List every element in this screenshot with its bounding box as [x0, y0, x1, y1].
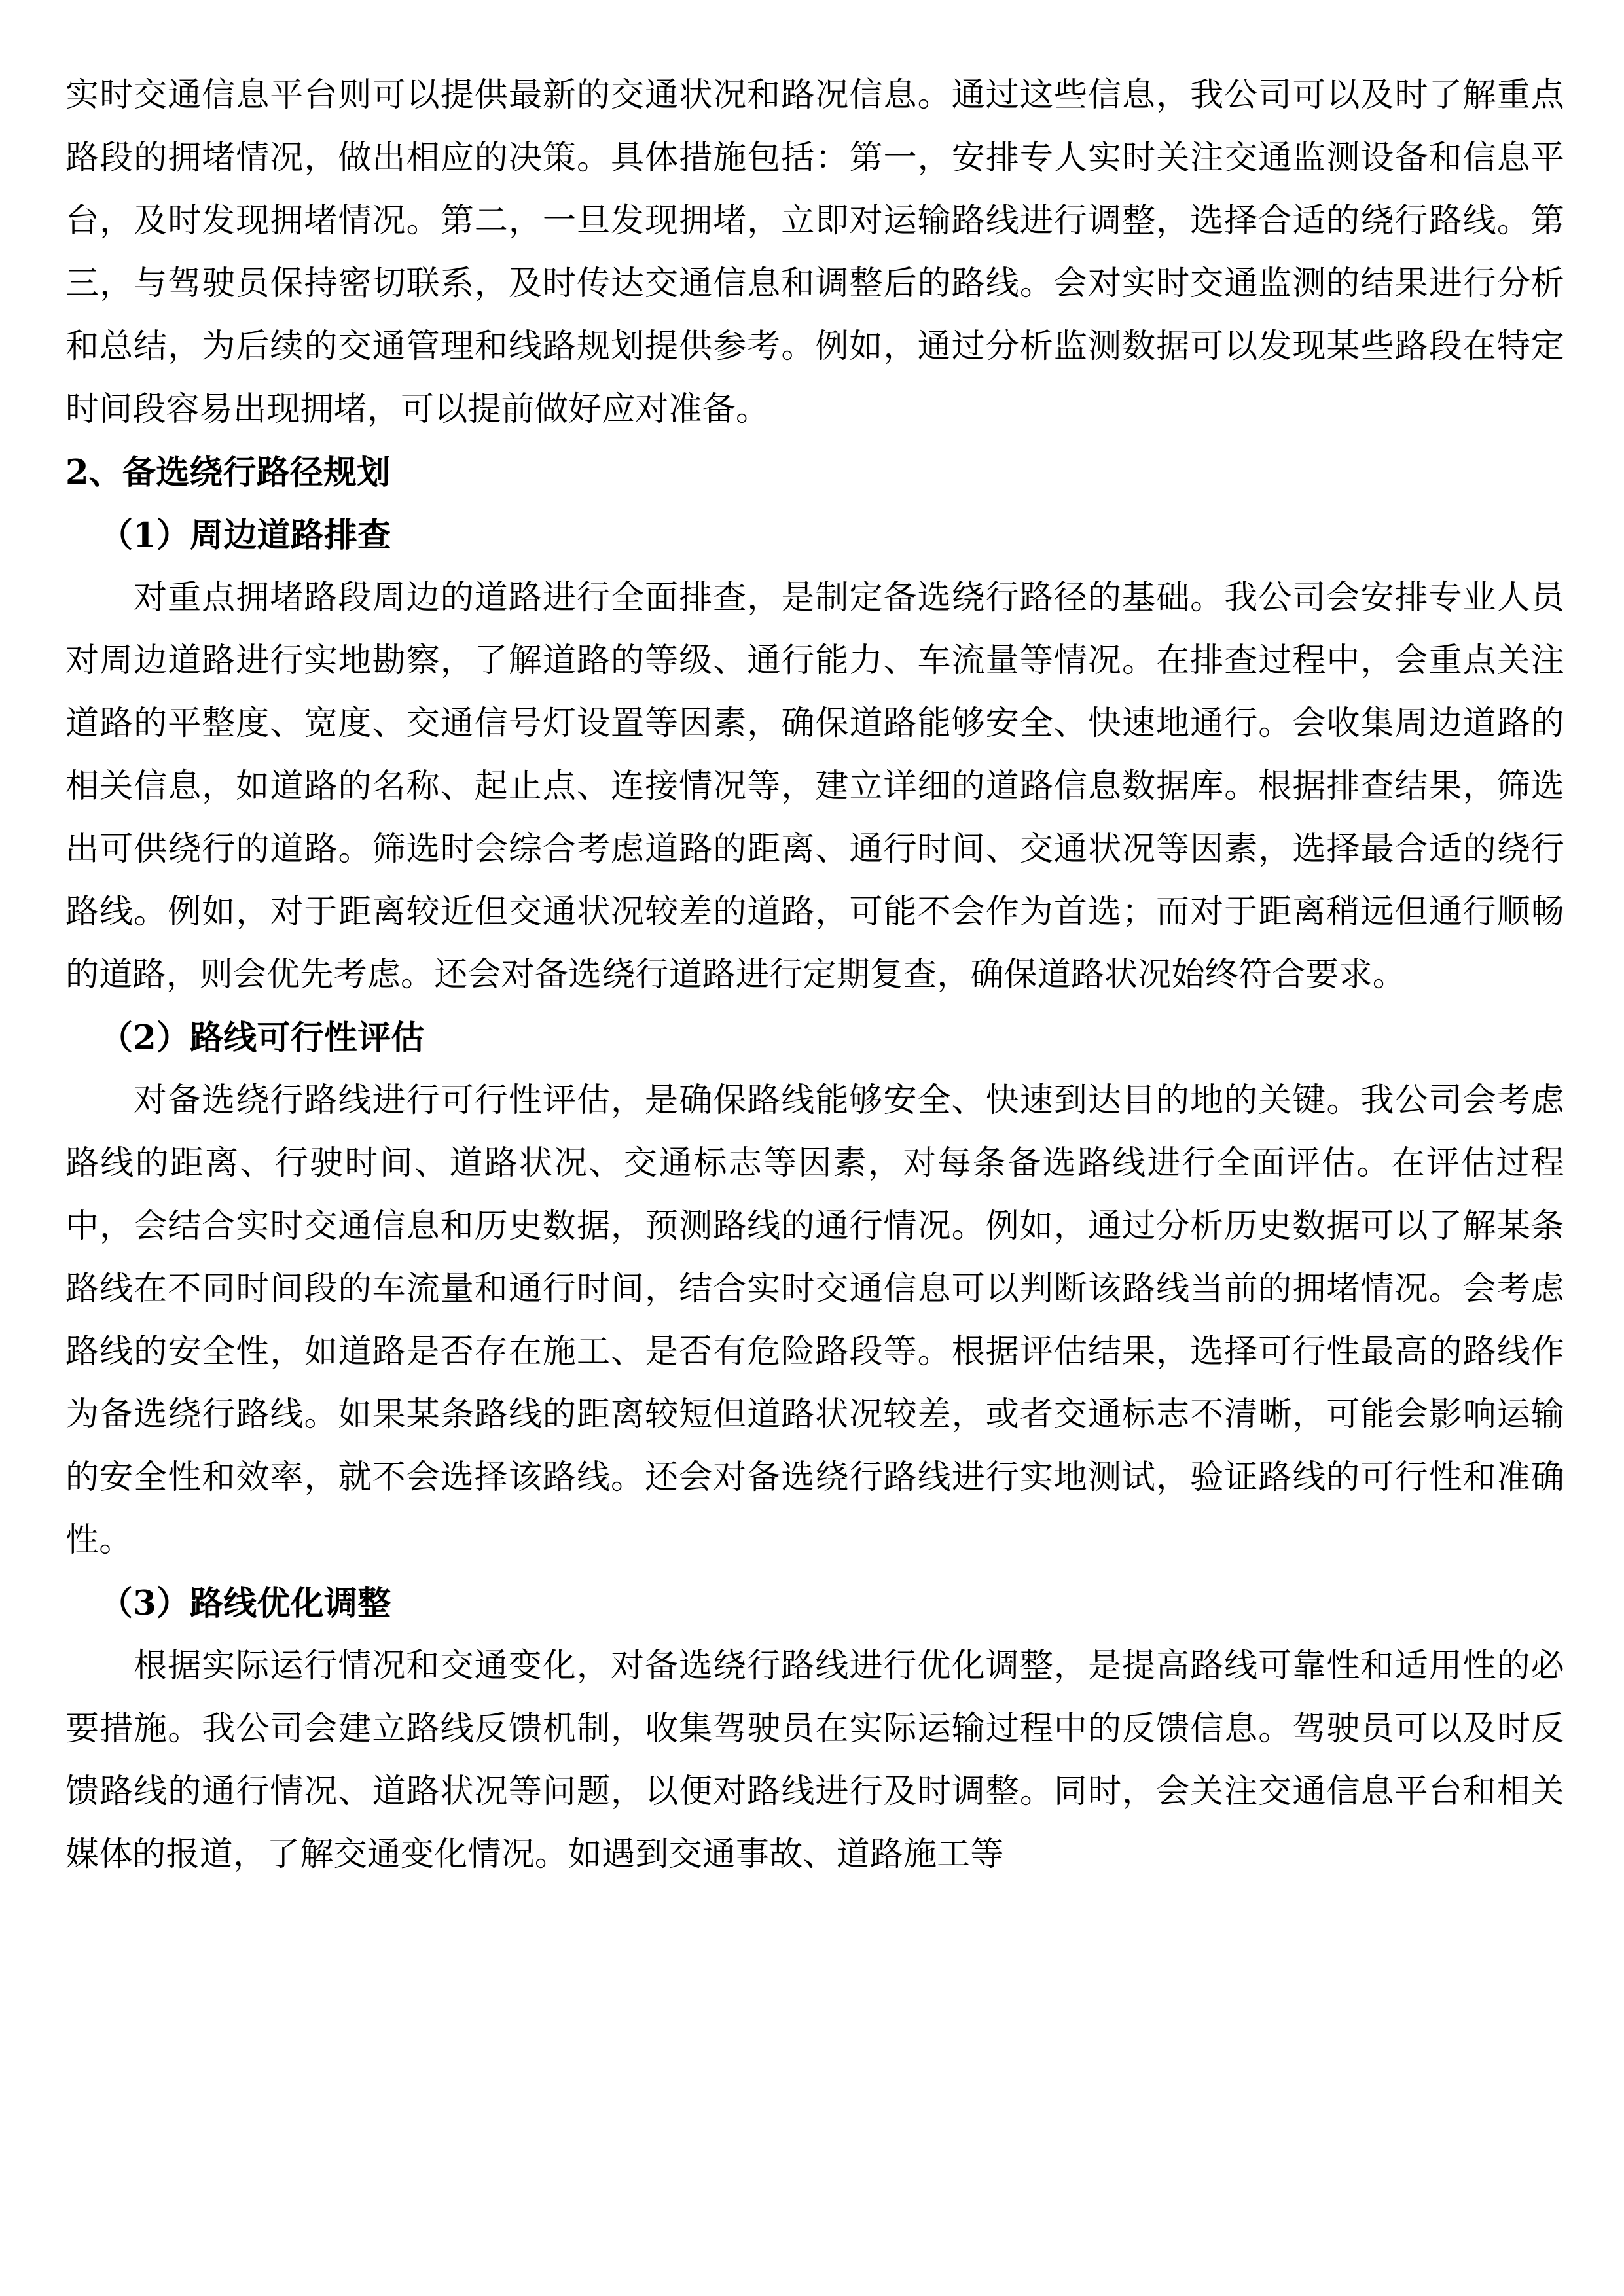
intro-paragraph: 实时交通信息平台则可以提供最新的交通状况和路况信息。通过这些信息，我公司可以及时了解重点路段的拥堵情况，做出相应的决策。具体措施包括：第一，安排专人实时关注交通监测设备和信息平台，及时发现拥堵情况。第二，一旦发现拥堵，立即对运输路线进行调整，选择合适的绕行路线。第三，与驾驶员保持密切联系，及时传达交通信息和调整后的路线。会对实时交通监测的结果进行分析和总结，为后续的交通管理和线路规划提供参考。例如，通过分析监测数据可以发现某些路段在特定时间段容易出现拥堵，可以提前做好应对准备。 — [65, 76, 1564, 429]
section-heading-2: 2、备选绕行路径规划 — [65, 453, 391, 492]
document-body — [65, 64, 1564, 1886]
subsection-heading-2: （2）路线可行性评估 — [99, 1018, 425, 1058]
subsection-1-paragraph: 对重点拥堵路段周边的道路进行全面排查，是制定备选绕行路径的基础。我公司会安排专业人员对周边道路进行实地勘察，了解道路的等级、通行能力、车流量等情况。在排查过程中，会重点关注道路的平整度、宽度、交通信号灯设置等因素，确保道路能够安全、快速地通行。会收集周边道路的相关信息，如道路的名称、起止点、连接情况等，建立详细的道路信息数据库。根据排查结果，筛选出可供绕行的道路。筛选时会综合考虑道路的距离、通行时间、交通状况等因素，选择最合适的绕行路线。例如，对于距离较近但交通状况较差的道路，可能不会作为首选；而对于距离稍远但通行顺畅的道路，则会优先考虑。还会对备选绕行道路进行定期复查，确保道路状况始终符合要求。 — [65, 579, 1564, 994]
subsection-3-paragraph: 根据实际运行情况和交通变化，对备选绕行路线进行优化调整，是提高路线可靠性和适用性的必要措施。我公司会建立路线反馈机制，收集驾驶员在实际运输过程中的反馈信息。驾驶员可以及时反馈路线的通行情况、道路状况等问题，以便对路线进行及时调整。同时，会关注交通信息平台和相关媒体的报道，了解交通变化情况。如遇到交通事故、道路施工等 — [65, 1647, 1564, 1874]
subsection-heading-3: （3）路线优化调整 — [99, 1584, 391, 1623]
subsection-heading-1: （1）周边道路排查 — [99, 516, 391, 555]
subsection-2-paragraph: 对备选绕行路线进行可行性评估，是确保路线能够安全、快速到达目的地的关键。我公司会考虑路线的距离、行驶时间、道路状况、交通标志等因素，对每条备选路线进行全面评估。在评估过程中，会结合实时交通信息和历史数据，预测路线的通行情况。例如，通过分析历史数据可以了解某条路线在不同时间段的车流量和通行时间，结合实时交通信息可以判断该路线当前的拥堵情况。会考虑路线的安全性，如道路是否存在施工、是否有危险路段等。根据评估结果，选择可行性最高的路线作为备选绕行路线。如果某条路线的距离较短但道路状况较差，或者交通标志不清晰，可能会影响运输的安全性和效率，就不会选择该路线。还会对备选绕行路线进行实地测试，验证路线的可行性和准确性。 — [65, 1081, 1564, 1560]
